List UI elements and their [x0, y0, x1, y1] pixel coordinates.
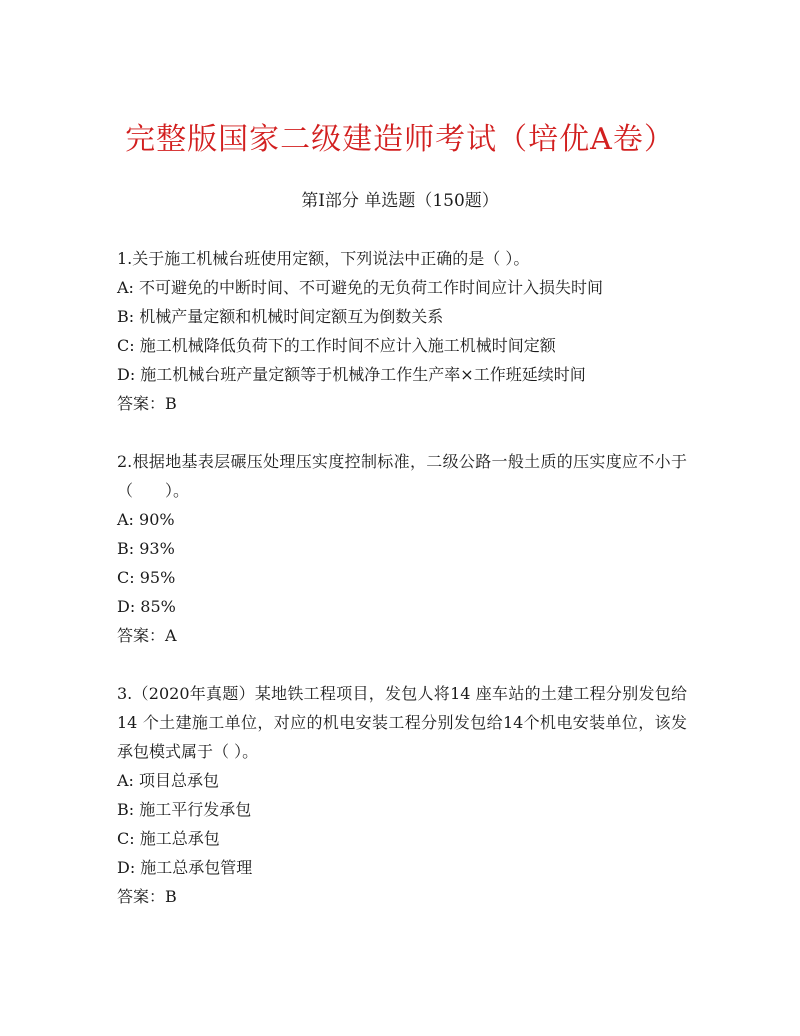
option-text: 85%	[135, 597, 176, 616]
option-a	[117, 505, 687, 534]
option-b	[117, 795, 687, 824]
question-list	[117, 244, 687, 940]
answer-line: 答案：B	[117, 887, 177, 906]
question-stem: 3.（2020年真题）某地铁工程项目，发包人将14 座车站的土建工程分别发包给14 个土建施工单位，对应的机电安装工程分别发包给14个机电安装单位，该发承包模式属于（ ）。	[117, 684, 687, 761]
option-c	[117, 331, 687, 360]
option-letter: A:	[117, 510, 134, 529]
option-text: 不可避免的中断时间、不可避免的无负荷工作时间应计入损失时间	[133, 278, 604, 297]
option-d	[117, 360, 687, 389]
question-3	[117, 679, 687, 911]
option-a	[117, 273, 687, 302]
option-text: 项目总承包	[133, 771, 220, 790]
option-b	[117, 534, 687, 563]
option-letter: D:	[117, 597, 136, 616]
option-letter: C:	[117, 336, 135, 355]
option-text: 施工总承包管理	[135, 858, 253, 877]
section-heading: 第I部分 单选题（150题）	[301, 191, 499, 211]
question-stem: 1.关于施工机械台班使用定额，下列说法中正确的是（ ）。	[117, 249, 530, 268]
option-letter: A:	[117, 278, 134, 297]
option-d	[117, 592, 687, 621]
answer-line: 答案：B	[117, 394, 177, 413]
option-letter: D:	[117, 365, 136, 384]
question-stem: 2.根据地基表层碾压处理压实度控制标准，二级公路一般土质的压实度应不小于（ ）。	[117, 452, 687, 500]
option-d	[117, 853, 687, 882]
option-letter: A:	[117, 771, 134, 790]
answer-line: 答案：A	[117, 626, 177, 645]
option-letter: B:	[117, 539, 135, 558]
option-letter: B:	[117, 800, 135, 819]
option-text: 95%	[134, 568, 176, 587]
option-text: 施工机械降低负荷下的工作时间不应计入施工机械时间定额	[134, 336, 556, 355]
page-title: 完整版国家二级建造师考试（培优A卷）	[125, 122, 675, 157]
option-b	[117, 302, 687, 331]
option-c	[117, 824, 687, 853]
option-text: 机械产量定额和机械时间定额互为倒数关系	[134, 307, 444, 326]
option-text: 施工机械台班产量定额等于机械净工作生产率×工作班延续时间	[135, 365, 586, 384]
option-letter: B:	[117, 307, 135, 326]
option-text: 93%	[134, 539, 175, 558]
question-1	[117, 244, 687, 418]
option-letter: D:	[117, 858, 136, 877]
option-text: 90%	[133, 510, 175, 529]
option-text: 施工平行发承包	[134, 800, 252, 819]
option-letter: C:	[117, 568, 135, 587]
option-a	[117, 766, 687, 795]
option-c	[117, 563, 687, 592]
option-letter: C:	[117, 829, 135, 848]
question-2	[117, 447, 687, 650]
option-text: 施工总承包	[134, 829, 220, 848]
